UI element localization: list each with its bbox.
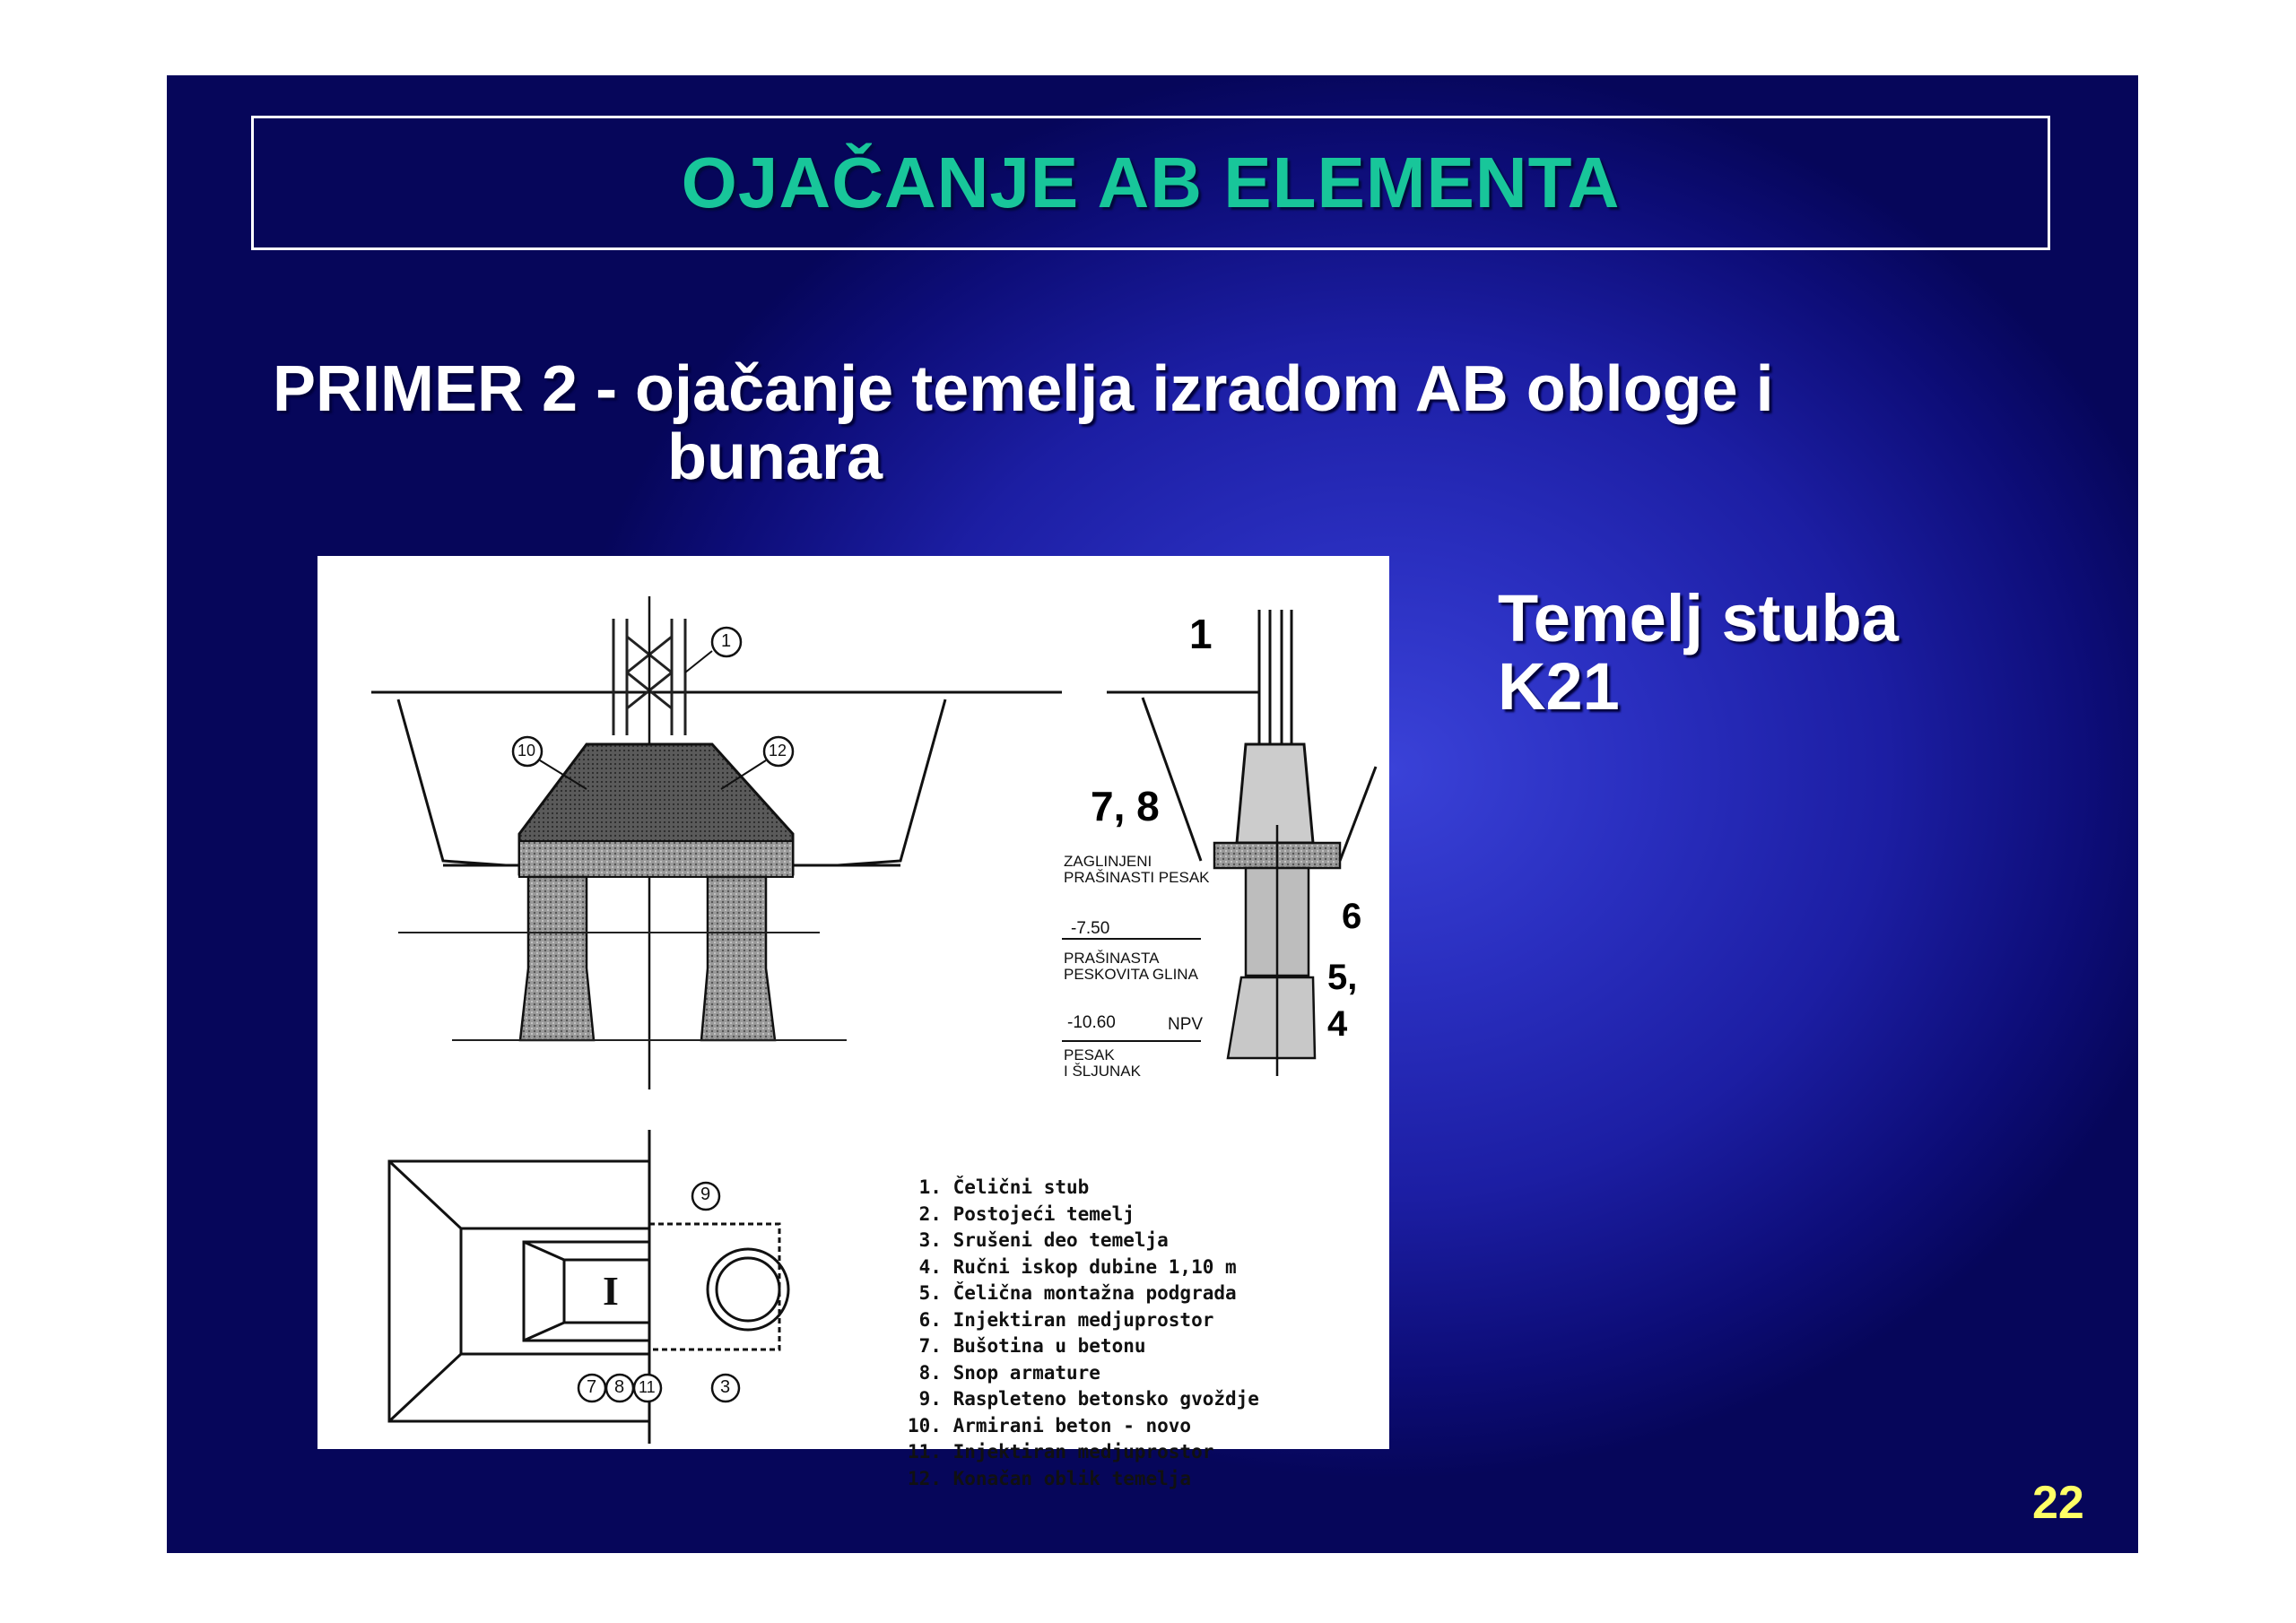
slide: [167, 75, 2138, 1553]
mark-3: 3: [720, 1377, 731, 1397]
side-caption-line-2: K21: [1498, 649, 1620, 724]
slide-subtitle: [273, 355, 2048, 491]
mark-12: 12: [769, 742, 787, 759]
legend-item: 9. Raspleteno betonsko gvoždje: [908, 1388, 1259, 1410]
title-box: [251, 116, 2050, 250]
mark-1: 1: [721, 631, 732, 651]
soil-label-3b: I ŠLJUNAK: [1064, 1063, 1141, 1080]
soil-label-1b: PRAŠINASTI PESAK: [1064, 869, 1210, 886]
soil-label-3a: PESAK: [1064, 1046, 1115, 1063]
legend-item: 4. Ručni iskop dubine 1,10 m: [908, 1255, 1237, 1278]
legend-item: 5. Čelična montažna podgrada: [908, 1282, 1237, 1304]
subtitle-line-1: PRIMER 2 - ojačanje temelja izradom AB obloge i: [273, 353, 1774, 425]
mark-7: 7: [587, 1377, 597, 1397]
mark-8: 8: [614, 1377, 625, 1397]
legend-item: 1. Čelični stub: [908, 1176, 1090, 1198]
legend-list: [908, 1175, 1259, 1492]
callout-4: 4: [1327, 1004, 1348, 1044]
soil-label-2b: PESKOVITA GLINA: [1064, 966, 1198, 983]
legend-item: 3. Srušeni deo temelja: [908, 1229, 1169, 1251]
page-number: 22: [2032, 1477, 2084, 1529]
legend-item: 6. Injektiran medjuprostor: [908, 1308, 1214, 1331]
npv-label: NPV: [1168, 1015, 1204, 1034]
legend-item: 7. Bušotina u betonu: [908, 1335, 1146, 1357]
legend-item: 11. Injektiran medjuprostor: [908, 1441, 1214, 1462]
legend-item: 8. Snop armature: [908, 1361, 1100, 1384]
callout-6: 6: [1342, 897, 1362, 936]
svg-text:I: I: [603, 1268, 619, 1314]
mark-11: 11: [639, 1378, 656, 1396]
legend-item: 2. Postojeći temelj: [908, 1202, 1135, 1225]
legend-item: 10. Armirani beton - novo: [908, 1414, 1192, 1436]
legend-item: 12. Konačan oblik temelja: [908, 1467, 1192, 1489]
subtitle-line-2: bunara: [667, 421, 883, 493]
slide-title: OJAČANJE AB ELEMENTA: [681, 143, 1621, 222]
level-label-1: -7.50: [1071, 919, 1110, 938]
mark-9: 9: [700, 1185, 711, 1204]
soil-label-1a: ZAGLINJENI: [1064, 853, 1152, 870]
level-label-2: -10.60: [1067, 1013, 1116, 1032]
side-caption: [1498, 581, 1899, 724]
soil-label-2a: PRAŠINASTA: [1064, 950, 1160, 967]
technical-drawing: [317, 556, 1389, 1489]
mark-10: 10: [517, 742, 536, 759]
callout-7-8: 7, 8: [1091, 783, 1160, 829]
side-caption-line-1: Temelj stuba: [1498, 581, 1899, 655]
callout-5: 5,: [1327, 958, 1358, 997]
callout-1: 1: [1189, 611, 1213, 657]
